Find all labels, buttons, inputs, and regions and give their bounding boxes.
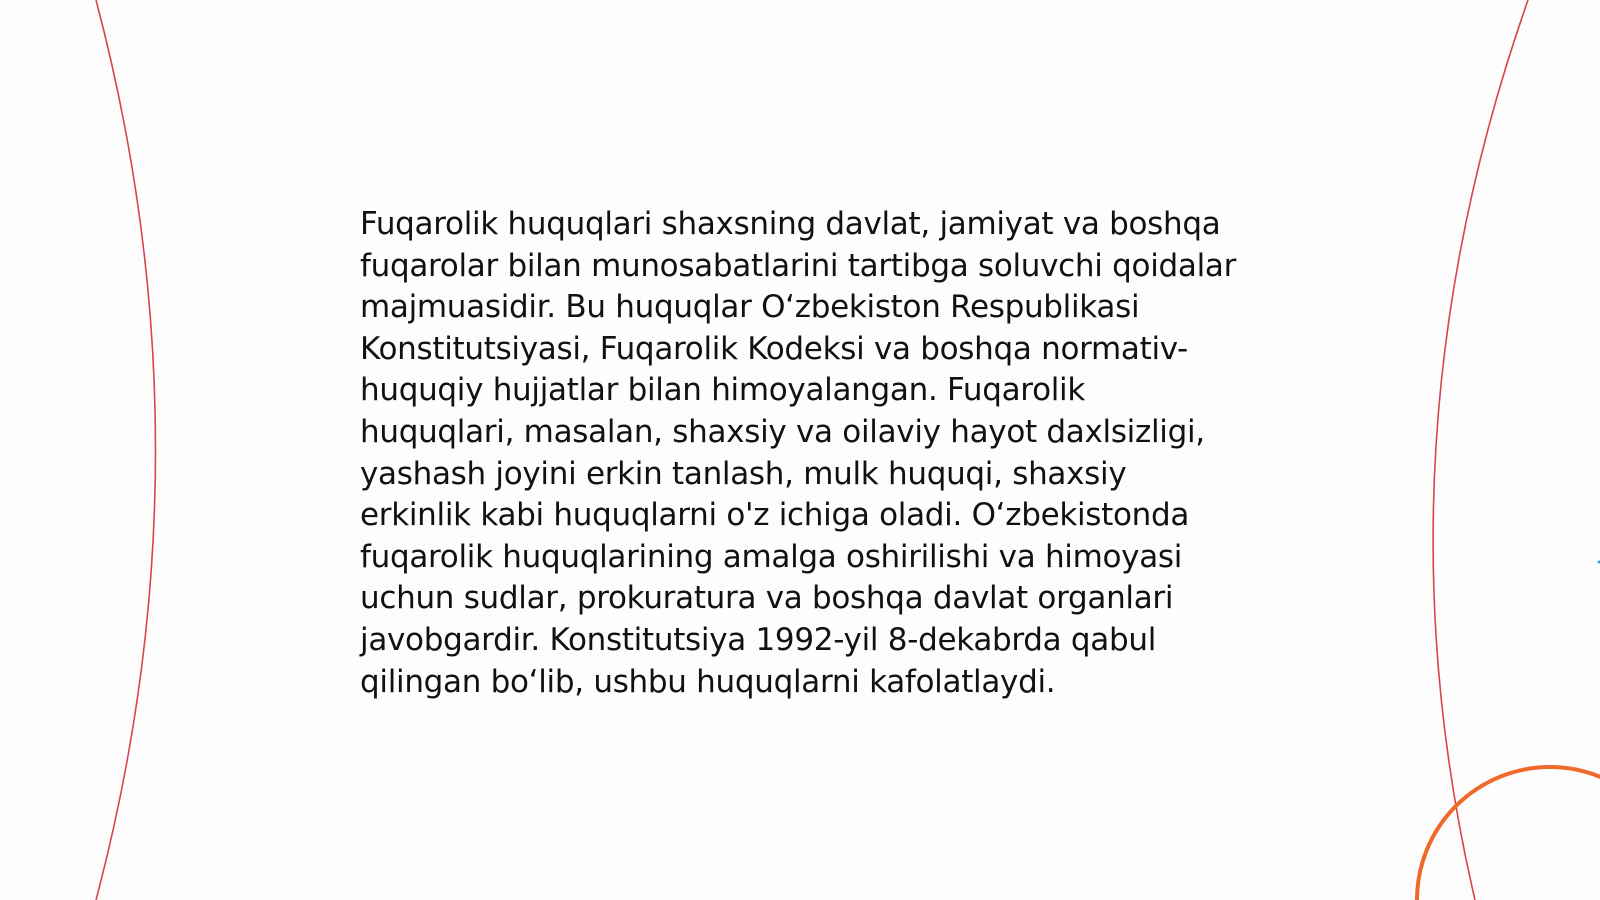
- orange-arc: [1417, 767, 1600, 900]
- left-curve-line: [96, 0, 156, 900]
- right-curve-line: [1433, 0, 1528, 900]
- body-paragraph: Fuqarolik huquqlari shaxsning davlat, jamiyat va boshqa fuqarolar bilan munosabatlarini tartibga soluvchi qoidalar majmuasidir. Bu huquqlar O‘zbekiston Respublikasi Konstitutsiyasi, Fuqarolik Kodeksi va boshqa normativ-huquqiy hujjatlar bilan himoyalangan. Fuqarolik huquqlari, masalan, shaxsiy va oilaviy hayot daxlsizligi, yashash joyini erkin tanlash, mulk huquqi, shaxsiy erkinlik kabi huquqlarni o'z ichiga oladi. O‘zbekistonda fuqarolik huquqlarining amalga oshirilishi va himoyasi uchun sudlar, prokuratura va boshqa davlat organlari javobgardir. Konstitutsiya 1992-yil 8-dekabrda qabul qilingan bo‘lib, ushbu huquqlarni kafolatlaydi.: [360, 206, 1237, 700]
